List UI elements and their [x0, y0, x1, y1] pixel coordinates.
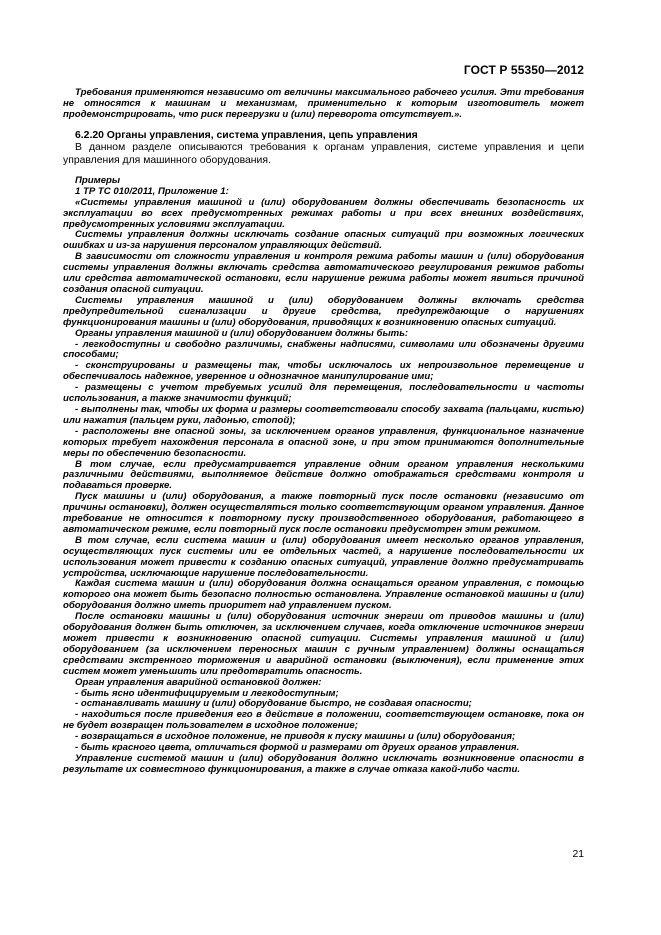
paragraph: Пуск машины и (или) оборудования, а также повторный пуск после остановки (независимо от причины остановки), должен осуществляться только соответствующим органом управления. Данное требование не относится к повторному пуску производственного оборудования, работающего в автоматическом режиме, если повторный пуск после остановки предусмотрен этим режимом.	[63, 491, 584, 535]
paragraph: Требования применяются независимо от величины максимального рабочего усилия. Эти требования не относятся к машинам и механизмам, применительно к которым изготовитель может продемонстрировать, что риск перегрузки и (или) переворота отсутствует.».	[63, 87, 584, 120]
section-intro: В данном разделе описываются требования к органам управления, системе управления и цепи управления для машинного оборудования.	[63, 142, 584, 166]
paragraph: Каждая система машин и (или) оборудования должна оснащаться органом управления, с помощью которого она может быть безопасно полностью остановлена. Управление остановкой машины и (или) оборудования должно иметь приоритет над управлением пуском.	[63, 578, 584, 612]
paragraph: В зависимости от сложности управления и контроля режима работы машин и (или) оборудования системы управления должны включать средства автоматического регулирования режимов работы или средства автоматической остановки, если нарушение режима работы может явиться причиной создания опасной ситуации.	[63, 251, 584, 295]
paragraph: Управление системой машин и (или) оборудования должно исключать возникновение опасности в результате их совместного функционирования, а также в случае отказа какой-либо части.	[63, 752, 584, 775]
list-item: - сконструированы и размещены так, чтобы исключалось их непроизвольное перемещение и обеспечивалось надежное, уверенное и однозначное манипулирование ими;	[63, 360, 584, 383]
list-item: - расположены вне опасной зоны, за исключением органов управления, функциональное назначение которых требует нахождения персонала в опасной зоне, и при этом принимаются дополнительные меры по обеспечению безопасности.	[63, 425, 584, 459]
body-text	[63, 88, 584, 776]
list-item: - останавливать машину и (или) оборудование быстро, не создавая опасности;	[75, 698, 472, 710]
list-item: - быть ясно идентифицируемым и легкодоступным;	[75, 687, 339, 699]
list-item: - выполнены так, чтобы их форма и размеры соответствовали способу захвата (пальцами, кистью) или нажатия (пальцем руки, ладонью, стопой);	[63, 403, 584, 426]
paragraph: В том случае, если предусматривается управление одним органом управления несколькими различными действиями, выполняемое действие должно отображаться средствами контроля и подаваться проверке.	[63, 458, 584, 492]
page-number: 21	[572, 849, 584, 860]
paragraph: В том случае, если система машин и (или) оборудования имеет несколько органов управления, осуществляющих пуск системы или ее отдельных частей, а нарушение последовательности их использования может привести к созданию опасных ситуаций, управление должно предусматривать устройства, исключающие нарушение последовательности.	[63, 534, 584, 579]
list-item: - находиться после приведения его в действие в положении, соответствующем остановке, пока он не будет возвращен пользователем в исходное положение;	[63, 709, 584, 732]
paragraph: «Системы управления машиной и (или) оборудованием должны обеспечивать безопасность их эксплуатации во всех предусмотренных режимах работы и при всех внешних воздействиях, предусмотренных условиями эксплуатации.	[63, 196, 584, 230]
paragraph: Органы управления машиной и (или) оборудованием должны быть:	[75, 327, 409, 339]
paragraph: Системы управления машиной и (или) оборудованием должны включать средства предупредительной сигнализации и другие средства, предупреждающие о нарушениях функционирования машины и (или) оборудования, приводящих к возникновению опасных ситуаций.	[63, 294, 584, 328]
paragraph: После остановки машины и (или) оборудования источник энергии от приводов машины и (или) оборудования должен быть отключен, за исключением случаев, когда отключение источников энергии может привести к возникновению опасной ситуации. Системы управления машиной и (или) оборудованием (за исключением переносных машин с ручным управлением) должны оснащаться средствами экстренного торможения и аварийной остановки (выключения), если применение этих систем может уменьшить или предотвратить опасность.	[63, 611, 584, 677]
document-page	[63, 0, 584, 935]
paragraph: Системы управления должны исключать создание опасных ситуаций при возможных логических ошибках и из-за нарушения персоналом управляющих действий.	[63, 229, 584, 252]
list-item: - размещены с учетом требуемых усилий для перемещения, последовательности и частоты использования, а также значимости функций;	[63, 382, 584, 405]
list-item: - возвращаться в исходное положение, не приводя к пуску машины и (или) оборудования;	[75, 731, 516, 743]
list-item: - легкодоступны и свободно различимы, снабжены надписями, символами или обозначены другими способами;	[63, 338, 584, 361]
document-code-header: ГОСТ Р 55350—2012	[463, 63, 584, 77]
reference-line: 1 ТР ТС 010/2011, Приложение 1:	[75, 185, 229, 197]
examples-label: Примеры	[75, 174, 121, 186]
section-heading: 6.2.20 Органы управления, система управления, цепь управления	[75, 129, 418, 141]
paragraph: Орган управления аварийной остановкой должен:	[75, 676, 322, 688]
list-item: - быть красного цвета, отличаться формой и размерами от других органов управления.	[75, 742, 520, 754]
